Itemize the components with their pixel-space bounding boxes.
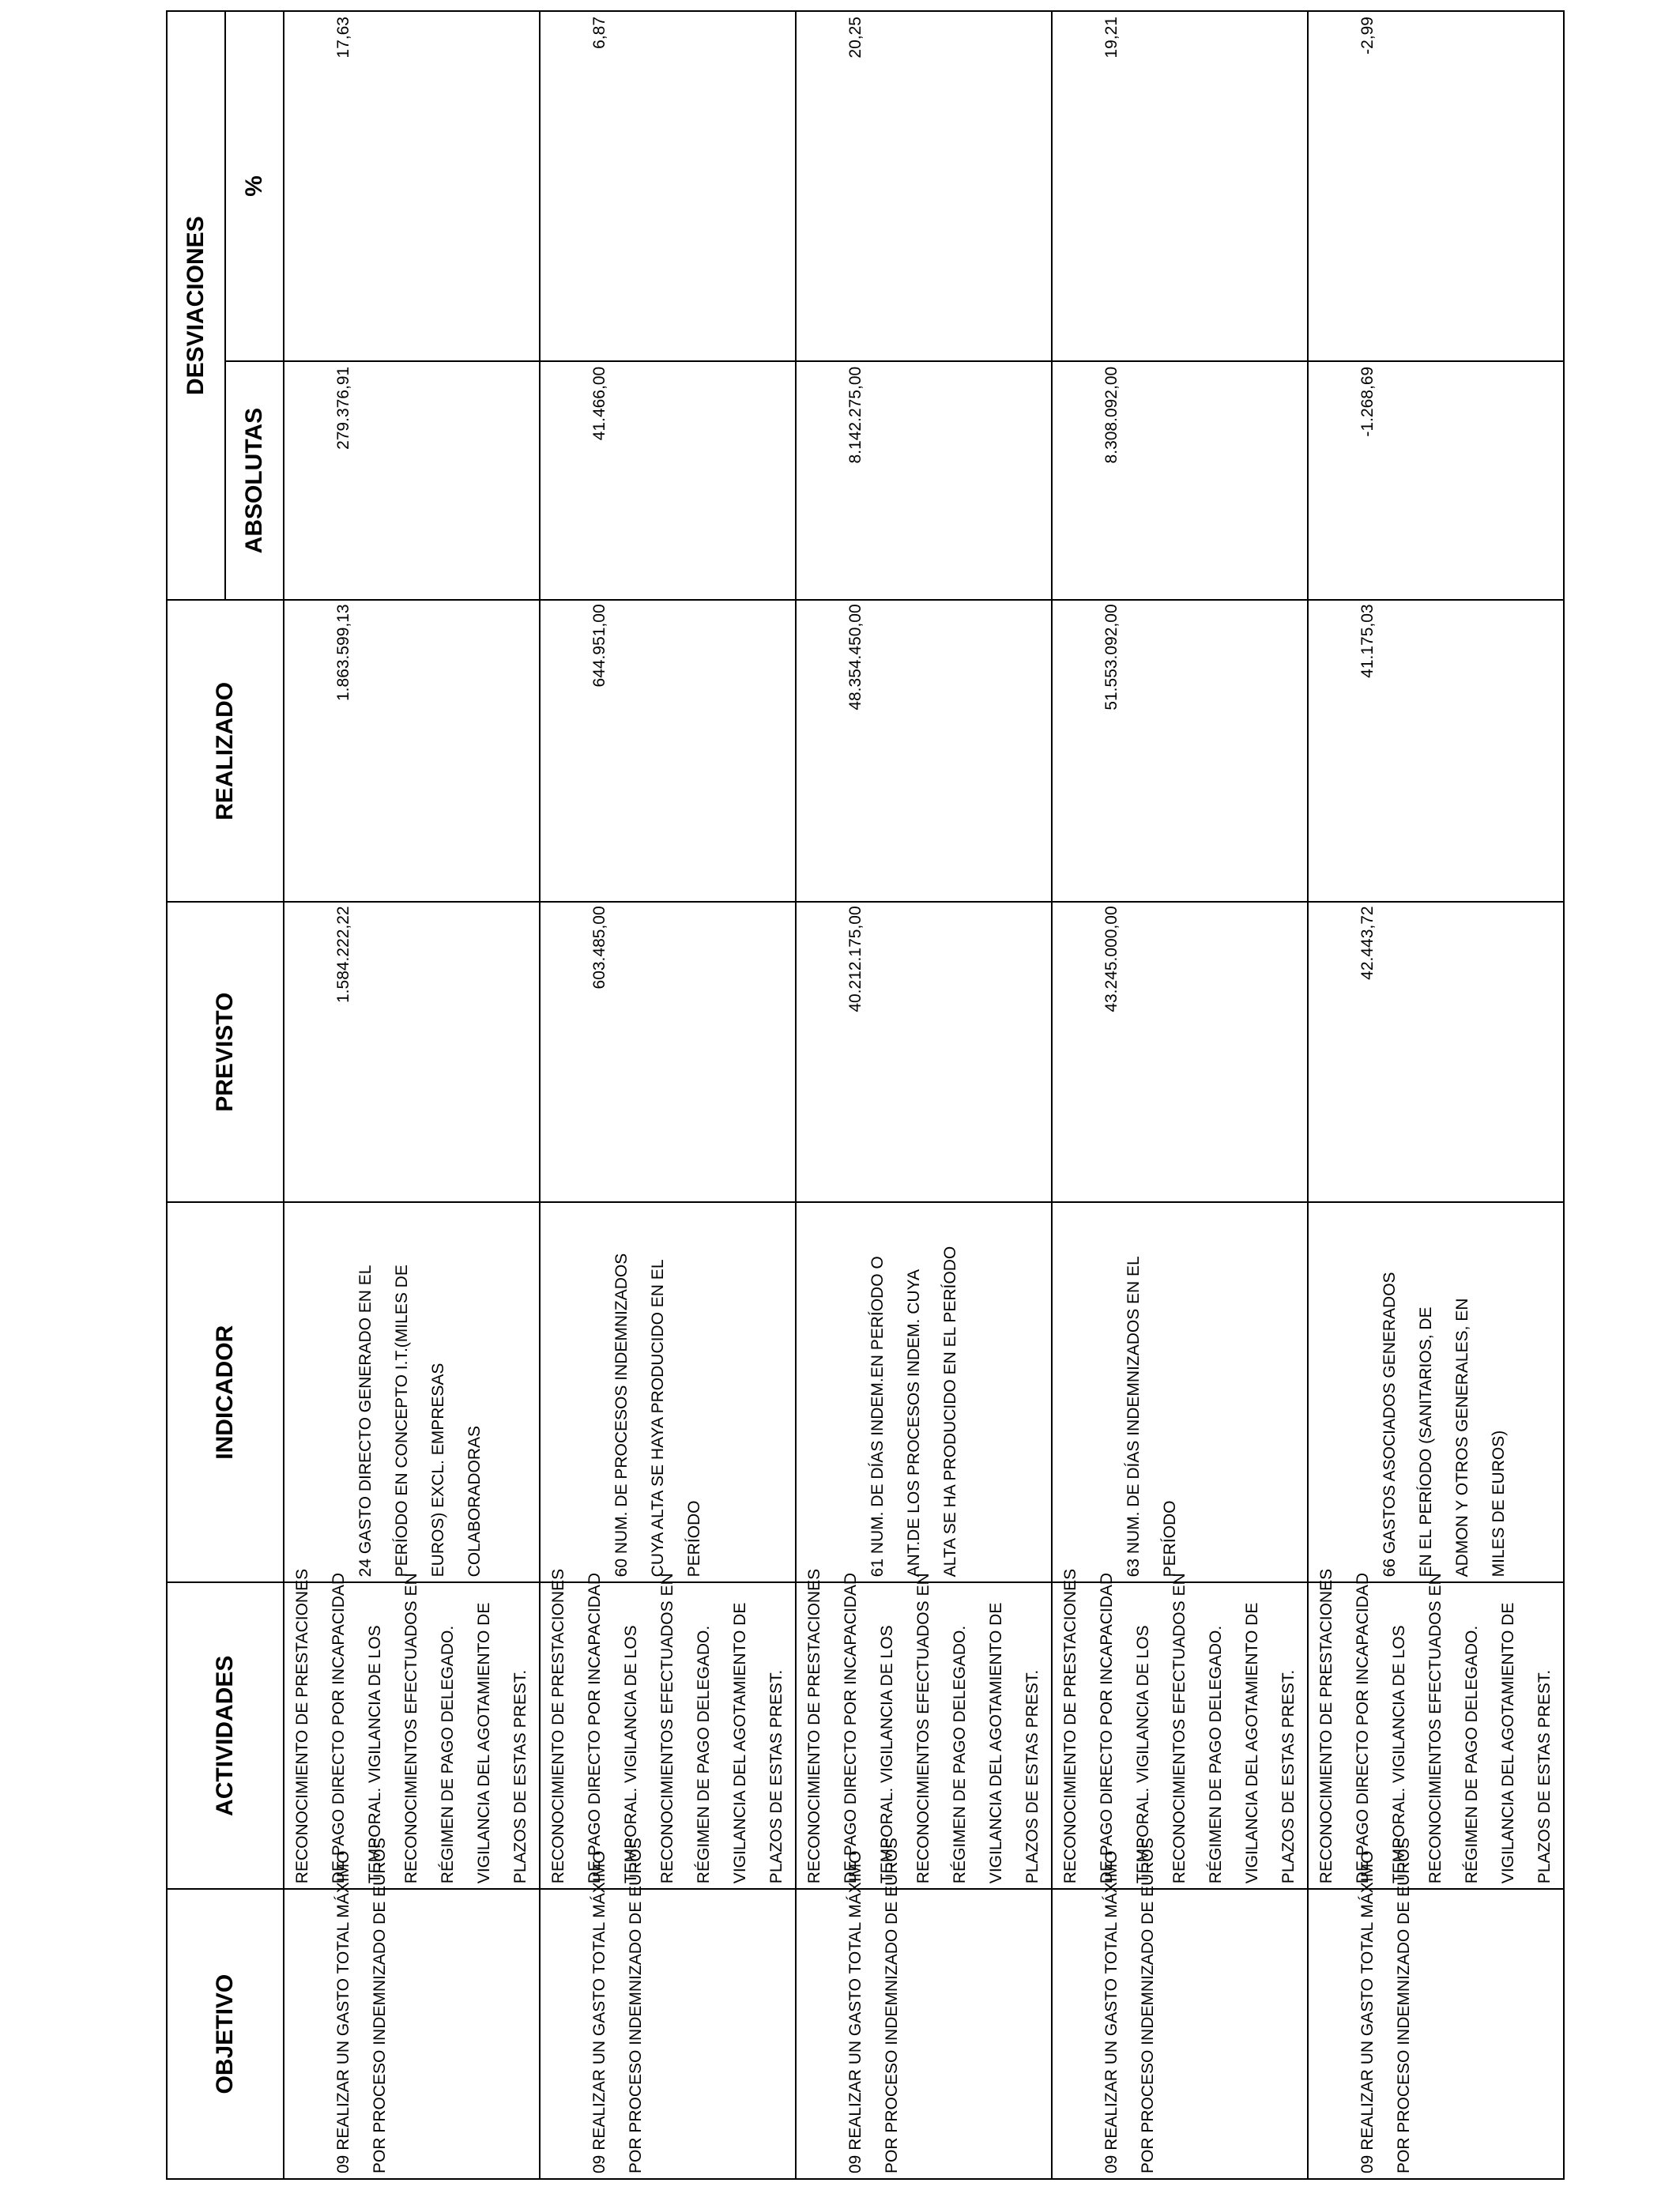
indicador-cell-line: EN EL PERÍODO (SANITARIOS, DE <box>1417 1306 1435 1578</box>
actividades-cell <box>1052 1568 1308 1889</box>
actividades-cell-line: RÉGIMEN DE PAGO DELEGADO. <box>951 1625 969 1884</box>
header-absolutas: ABSOLUTAS <box>225 361 284 601</box>
table-row <box>796 11 1052 2179</box>
actividades-cell-line: PLAZOS DE ESTAS PREST. <box>1023 1669 1042 1884</box>
rotated-table-container <box>166 10 1554 2180</box>
indicador-cell <box>1308 1202 1564 1582</box>
objetivo-cell-line: POR PROCESO INDEMNIZADO DE EUROS <box>883 1838 901 2173</box>
actividades-cell-line: RECONOCIMIENTOS EFECTUADOS EN <box>402 1573 420 1884</box>
actividades-cell-line: TEMPORAL. VIGILANCIA DE LOS <box>366 1625 384 1884</box>
actividades-cell-line: RÉGIMEN DE PAGO DELEGADO. <box>1207 1625 1225 1884</box>
objetivo-cell-line: 09 REALIZAR UN GASTO TOTAL MÁXIMO <box>334 1850 352 2173</box>
table-row <box>1308 11 1564 2179</box>
absolutas-cell: 8.308.092,00 <box>1052 361 1308 601</box>
previsto-cell: 42.443,72 <box>1308 902 1564 1202</box>
table-row <box>1052 11 1308 2179</box>
indicador-cell-line: 60 NUM. DE PROCESOS INDEMNIZADOS <box>612 1253 631 1578</box>
actividades-cell-line: TEMPORAL. VIGILANCIA DE LOS <box>1390 1625 1408 1884</box>
actividades-cell-line: RÉGIMEN DE PAGO DELEGADO. <box>1463 1625 1481 1884</box>
actividades-cell-line: RECONOCIMIENTOS EFECTUADOS EN <box>914 1573 932 1884</box>
realizado-cell: 1.863.599,13 <box>284 600 540 902</box>
indicador-cell <box>540 1202 796 1582</box>
actividades-cell-line: TEMPORAL. VIGILANCIA DE LOS <box>1134 1625 1152 1884</box>
porcentaje-cell: -2,99 <box>1308 11 1564 361</box>
indicador-cell-line: CUYA ALTA SE HAYA PRODUCIDO EN EL <box>649 1259 667 1578</box>
actividades-cell-line: RÉGIMEN DE PAGO DELEGADO. <box>695 1625 713 1884</box>
actividades-cell-line: RECONOCIMIENTO DE PRESTACIONES <box>293 1568 311 1884</box>
header-porcentaje: % <box>225 11 284 361</box>
header-objetivo: OBJETIVO <box>167 1889 284 2179</box>
realizado-cell: 51.553.092,00 <box>1052 600 1308 902</box>
actividades-cell <box>284 1568 540 1889</box>
porcentaje-cell: 6,87 <box>540 11 796 361</box>
porcentaje-cell: 17,63 <box>284 11 540 361</box>
actividades-cell-line: RECONOCIMIENTO DE PRESTACIONES <box>549 1568 567 1884</box>
indicador-cell-line: 66 GASTOS ASOCIADOS GENERADOS <box>1381 1272 1399 1578</box>
actividades-cell-line: RECONOCIMIENTOS EFECTUADOS EN <box>1426 1573 1445 1884</box>
indicador-cell-line: 63 NUM. DE DÍAS INDEMNIZADOS EN EL <box>1124 1256 1143 1578</box>
actividades-cell-line: PLAZOS DE ESTAS PREST. <box>511 1669 529 1884</box>
objetivo-cell <box>1052 1838 1308 2179</box>
header-indicador: INDICADOR <box>167 1202 284 1582</box>
indicador-cell-line: 61 NUM. DE DÍAS INDEM.EN PERÍODO O <box>868 1256 887 1578</box>
realizado-cell: 41.175,03 <box>1308 600 1564 902</box>
indicador-cell-line: PERÍODO <box>1161 1500 1179 1578</box>
porcentaje-cell: 20,25 <box>796 11 1052 361</box>
actividades-cell-line: VIGILANCIA DEL AGOTAMIENTO DE <box>1243 1602 1261 1884</box>
objetivo-cell-line: 09 REALIZAR UN GASTO TOTAL MÁXIMO <box>590 1850 608 2173</box>
objetivo-cell <box>1308 1838 1564 2179</box>
porcentaje-cell: 19,21 <box>1052 11 1308 361</box>
actividades-cell-line: PLAZOS DE ESTAS PREST. <box>1535 1669 1554 1884</box>
objetivo-cell-line: POR PROCESO INDEMNIZADO DE EUROS <box>1395 1838 1413 2173</box>
actividades-cell-line: RECONOCIMIENTO DE PRESTACIONES <box>1317 1568 1335 1884</box>
indicador-cell <box>1052 1202 1308 1582</box>
indicador-cell-line: ANT.DE LOS PROCESOS INDEM. CUYA <box>905 1269 923 1578</box>
indicador-cell-line: COLABORADORAS <box>465 1425 484 1578</box>
actividades-cell-line: PLAZOS DE ESTAS PREST. <box>1279 1669 1298 1884</box>
absolutas-cell: 279.376,91 <box>284 361 540 601</box>
absolutas-cell: -1.268,69 <box>1308 361 1564 601</box>
actividades-cell-line: VIGILANCIA DEL AGOTAMIENTO DE <box>987 1602 1005 1884</box>
indicators-table <box>166 10 1565 2180</box>
indicador-cell-line: EUROS) EXCL. EMPRESAS <box>429 1363 447 1578</box>
objetivo-cell-line: POR PROCESO INDEMNIZADO DE EUROS <box>1139 1838 1157 2173</box>
previsto-cell: 1.584.222,22 <box>284 902 540 1202</box>
indicador-cell <box>796 1202 1052 1582</box>
table-body <box>284 11 1564 2179</box>
absolutas-cell: 41.466,00 <box>540 361 796 601</box>
actividades-cell <box>1308 1568 1564 1889</box>
actividades-cell-line: PLAZOS DE ESTAS PREST. <box>767 1669 785 1884</box>
actividades-cell-line: VIGILANCIA DEL AGOTAMIENTO DE <box>475 1602 493 1884</box>
indicador-cell-line: MILES DE EUROS) <box>1490 1430 1508 1578</box>
realizado-cell: 48.354.450,00 <box>796 600 1052 902</box>
indicador-cell-line: 24 GASTO DIRECTO GENERADO EN EL <box>356 1265 375 1578</box>
absolutas-cell: 8.142.275,00 <box>796 361 1052 601</box>
actividades-cell-line: RECONOCIMIENTOS EFECTUADOS EN <box>658 1573 676 1884</box>
header-desviaciones: DESVIACIONES <box>167 11 225 600</box>
actividades-cell-line: DE PAGO DIRECTO POR INCAPACIDAD <box>842 1572 860 1884</box>
header-realizado: REALIZADO <box>167 600 284 902</box>
indicador-cell-line: ADMON Y OTROS GENERALES, EN <box>1453 1298 1471 1578</box>
actividades-cell-line: DE PAGO DIRECTO POR INCAPACIDAD <box>586 1572 604 1884</box>
actividades-cell-line: RECONOCIMIENTO DE PRESTACIONES <box>805 1568 823 1884</box>
actividades-cell-line: DE PAGO DIRECTO POR INCAPACIDAD <box>330 1572 348 1884</box>
indicador-cell-line: ALTA SE HA PRODUCIDO EN EL PERÍODO <box>941 1246 959 1578</box>
realizado-cell: 644.951,00 <box>540 600 796 902</box>
table-row <box>540 11 796 2179</box>
actividades-cell-line: DE PAGO DIRECTO POR INCAPACIDAD <box>1354 1572 1372 1884</box>
previsto-cell: 40.212.175,00 <box>796 902 1052 1202</box>
objetivo-cell-line: 09 REALIZAR UN GASTO TOTAL MÁXIMO <box>1358 1850 1377 2173</box>
actividades-cell <box>540 1568 796 1889</box>
actividades-cell-line: VIGILANCIA DEL AGOTAMIENTO DE <box>731 1602 749 1884</box>
objetivo-cell <box>284 1838 540 2179</box>
previsto-cell: 603.485,00 <box>540 902 796 1202</box>
objetivo-cell <box>796 1838 1052 2179</box>
header-previsto: PREVISTO <box>167 902 284 1202</box>
indicador-cell <box>284 1202 540 1582</box>
actividades-cell <box>796 1568 1052 1889</box>
objetivo-cell-line: POR PROCESO INDEMNIZADO DE EUROS <box>371 1838 389 2173</box>
previsto-cell: 43.245.000,00 <box>1052 902 1308 1202</box>
indicador-cell-line: PERÍODO <box>685 1500 703 1578</box>
objetivo-cell-line: 09 REALIZAR UN GASTO TOTAL MÁXIMO <box>846 1850 864 2173</box>
objetivo-cell-line: POR PROCESO INDEMNIZADO DE EUROS <box>627 1838 645 2173</box>
objetivo-cell <box>540 1838 796 2179</box>
actividades-cell-line: TEMPORAL. VIGILANCIA DE LOS <box>622 1625 640 1884</box>
actividades-cell-line: RÉGIMEN DE PAGO DELEGADO. <box>439 1625 457 1884</box>
actividades-cell-line: TEMPORAL. VIGILANCIA DE LOS <box>878 1625 896 1884</box>
actividades-cell-line: DE PAGO DIRECTO POR INCAPACIDAD <box>1098 1572 1116 1884</box>
indicador-cell-line: PERÍODO EN CONCEPTO I.T.(MILES DE <box>393 1265 411 1578</box>
table-row <box>284 11 540 2179</box>
actividades-cell-line: RECONOCIMIENTO DE PRESTACIONES <box>1061 1568 1079 1884</box>
actividades-cell-line: VIGILANCIA DEL AGOTAMIENTO DE <box>1499 1602 1517 1884</box>
actividades-cell-line: RECONOCIMIENTOS EFECTUADOS EN <box>1170 1573 1188 1884</box>
objetivo-cell-line: 09 REALIZAR UN GASTO TOTAL MÁXIMO <box>1102 1850 1121 2173</box>
header-actividades: ACTIVIDADES <box>167 1582 284 1889</box>
